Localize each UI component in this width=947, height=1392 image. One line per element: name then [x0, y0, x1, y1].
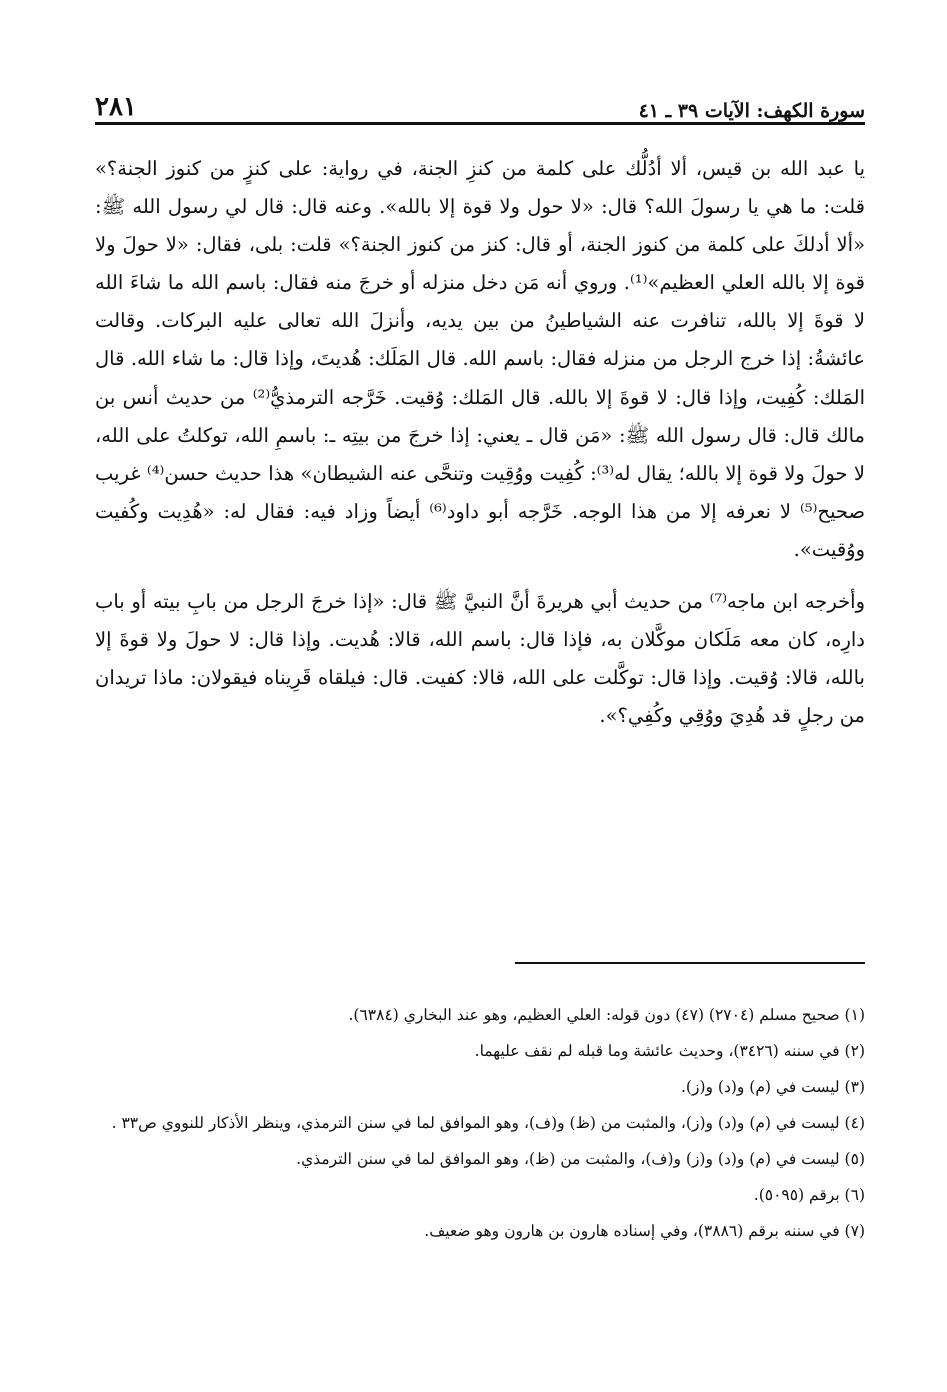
footnote-separator: [515, 962, 865, 964]
header-rule: [95, 122, 865, 125]
footnote-4: (٤) ليست في (م) و(د) و(ز)، والمثبت من (ظ) و(ف)، وهو الموافق لما في سنن الترمذي، وينظر الأذكار للنووي ص٣٣ .: [111, 1114, 865, 1132]
footnotes: [95, 1000, 865, 1252]
footnote-2: (٢) في سننه (٣٤٢٦)، وحديث عائشة وما قبله لم نقف عليهما.: [474, 1042, 865, 1060]
page-header: [95, 78, 865, 122]
footnote-5: (٥) ليست في (م) و(د) و(ز) و(ف)، والمثبت من (ظ)، وهو الموافق لما في سنن الترمذي.: [296, 1150, 865, 1168]
footnote-1: (١) صحيح مسلم (٢٧٠٤) (٤٧) دون قوله: العلي العظيم، وهو عند البخاري (٦٣٨٤).: [348, 1006, 865, 1024]
main-text: [95, 150, 865, 735]
running-title: سورة الكهف: الآيات ٣٩ ـ ٤١: [638, 100, 865, 122]
footnote-3: (٣) ليست في (م) و(د) و(ز).: [680, 1078, 865, 1096]
paragraph-2: وأخرجه ابن ماجه⁽⁷⁾ من حديث أبي هريرةَ أنَّ النبيَّ ﷺ قال: «إذا خرجَ الرجل من بابِ بيته أو باب دارِه، كان معه مَلَكان موكَّلان به، فإذا قال: باسم الله، قالا: هُديت. وإذا قال: لا حولَ ولا قوةَ إلا بالله، قالا: وُقيت. وإذا قال: توكَّلت على الله، قالا: كفيت. قال: فيلقاه قَرِيناه فيقولان: ماذا تريدان من رجلٍ قد هُدِيَ ووُقِي وكُفِي؟».: [95, 590, 865, 728]
footnote-7: (٧) في سننه برقم (٣٨٨٦)، وفي إسناده هارون بن هارون وهو ضعيف.: [424, 1222, 865, 1240]
page-number: ٢٨١: [95, 92, 137, 122]
footnote-6: (٦) برقم (٥٠٩٥).: [753, 1186, 865, 1204]
paragraph-1: يا عبد الله بن قيس، ألا أدُلُّك على كلمة من كنزِ الجنة، في رواية: على كنزٍ من كنوز الجنة؟» قلت: ما هي يا رسولَ الله؟ قال: «لا حول ولا قوة إلا بالله». وعنه قال: قال لي رسول الله ﷺ: «ألا أدلكَ على كلمة من كنوز الجنة، أو قال: كنز من كنوز الجنة؟» قلت: بلى، فقال: «لا حولَ ولا قوة إلا بالله العلي العظيم»⁽¹⁾. وروي أنه مَن دخل منزله أو خرجَ منه فقال: باسم الله ما شاءَ الله لا قوةَ إلا بالله، تنافرت عنه الشياطينُ من بين يديه، وأنزلَ الله تعالى عليه البركات. وقالت عائشةُ: إذا خرج الرجل من منزله فقال: باسم الله. قال المَلَك: هُديتَ، وإذا قال: ما شاء الله. قال المَلك: كُفِيت، وإذا قال: لا قوةَ إلا بالله. قال المَلك: وُقيت. خَرَّجه الترمذيُّ⁽²⁾ من حديث أنس بن مالك قال: قال رسول الله ﷺ: «مَن قال ـ يعني: إذا خرجَ من بيتِه ـ: باسمِ الله، توكلتُ على الله، لا حولَ ولا قوة إلا بالله؛ يقال له⁽³⁾: كُفِيت ووُقِيت وتنحَّى عنه الشيطان» هذا حديث حسن⁽⁴⁾ غريب صحيح⁽⁵⁾ لا نعرفه إلا من هذا الوجه. خَرَّجه أبو داود⁽⁶⁾ أيضاً وزاد فيه: فقال له: «هُدِيت وكُفيت ووُقيت».: [95, 157, 866, 561]
